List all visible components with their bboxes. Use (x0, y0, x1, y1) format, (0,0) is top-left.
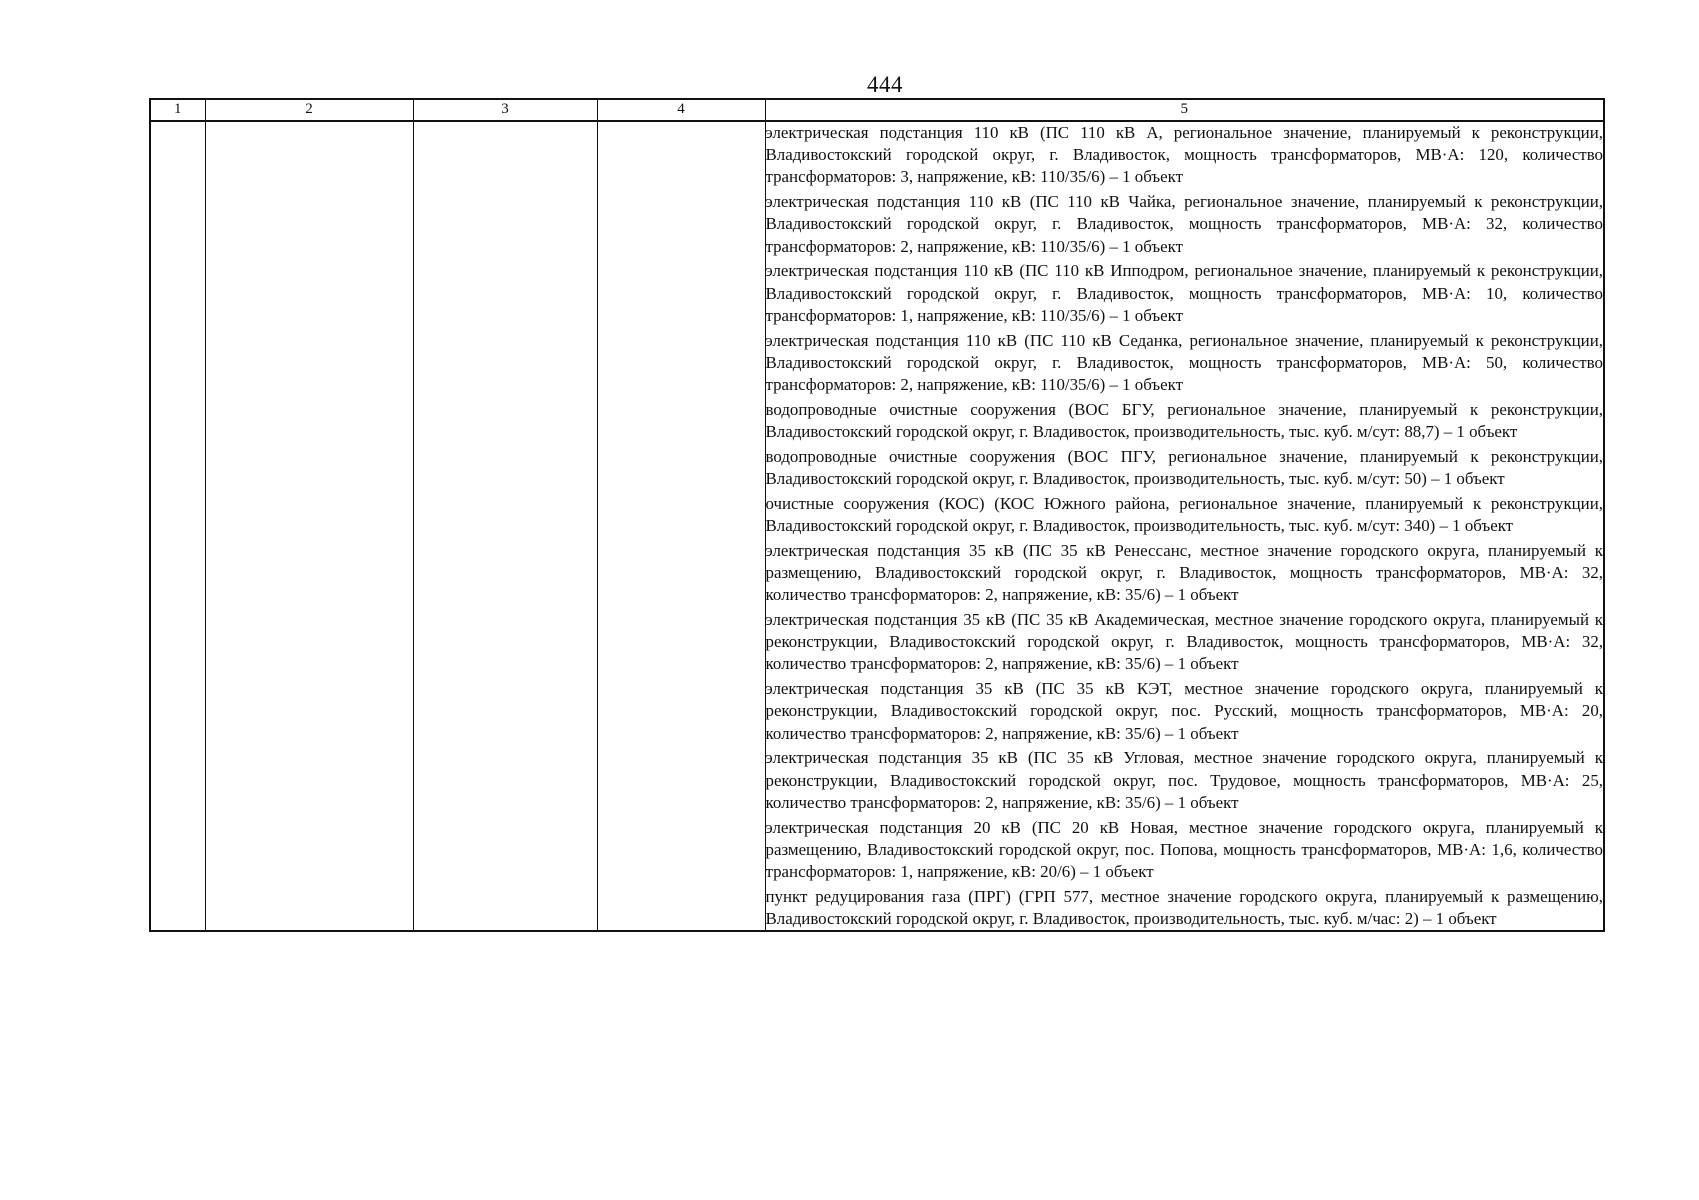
column-header-2: 2 (205, 99, 413, 121)
object-entry: пункт редуцирования газа (ПРГ) (ГРП 577, местное значение городского округа, планируемый к размещению, Владивостокский городской округ, г. Владивосток, производительность, тыс. куб. м/час: 2) – 1 объект (765, 886, 1603, 929)
table-cell-col5 (765, 121, 1604, 931)
table-cell-col2 (205, 121, 413, 931)
object-entry: водопроводные очистные сооружения (ВОС ПГУ, региональное значение, планируемый к реконструкции, Владивостокский городской округ, г. Владивосток, производительность, тыс. куб. м/сут: 50) – 1 объект (765, 446, 1603, 489)
object-entry: электрическая подстанция 110 кВ (ПС 110 кВ Ипподром, региональное значение, планируемый к реконструкции, Владивостокский городской округ, г. Владивосток, мощность трансформаторов, МВ·А: 10, количество трансформаторов: 1, напряжение, кВ: 110/35/6) – 1 объект (765, 261, 1603, 325)
object-entry: водопроводные очистные сооружения (ВОС БГУ, региональное значение, планируемый к реконструкции, Владивостокский городской округ, г. Владивосток, производительность, тыс. куб. м/сут: 88,7) – 1 объект (765, 399, 1603, 442)
column-header-5: 5 (765, 99, 1604, 121)
page-number: 444 (867, 72, 903, 97)
object-entry: электрическая подстанция 35 кВ (ПС 35 кВ КЭТ, местное значение городского округа, планируемый к реконструкции, Владивостокский городской округ, пос. Русский, мощность трансформаторов, МВ·А: 20, количество трансформаторов: 2, напряжение, кВ: 35/6) – 1 объект (765, 679, 1603, 743)
column-header-1: 1 (150, 99, 205, 121)
object-entry: электрическая подстанция 35 кВ (ПС 35 кВ Угловая, местное значение городского округа, планируемый к реконструкции, Владивостокский городской округ, пос. Трудовое, мощность трансформаторов, МВ·А: 25, количество трансформаторов: 2, напряжение, кВ: 35/6) – 1 объект (765, 748, 1603, 812)
table-header-row (150, 99, 1604, 121)
column-header-3: 3 (413, 99, 597, 121)
column-header-4: 4 (597, 99, 765, 121)
object-entry: очистные сооружения (КОС) (КОС Южного района, региональное значение, планируемый к реконструкции, Владивостокский городской округ, г. Владивосток, производительность, тыс. куб. м/сут: 340) – 1 объект (765, 493, 1603, 536)
object-entry: электрическая подстанция 110 кВ (ПС 110 кВ Чайка, региональное значение, планируемый к реконструкции, Владивостокский городской округ, г. Владивосток, мощность трансформаторов, МВ·А: 32, количество трансформаторов: 2, напряжение, кВ: 110/35/6) – 1 объект (765, 192, 1603, 256)
table-cell-col1 (150, 121, 205, 931)
object-entry: электрическая подстанция 20 кВ (ПС 20 кВ Новая, местное значение городского округа, планируемый к размещению, Владивостокский городской округ, пос. Попова, мощность трансформаторов, МВ·А: 1,6, количество трансформаторов: 1, напряжение, кВ: 20/6) – 1 объект (765, 817, 1603, 882)
object-entry: электрическая подстанция 35 кВ (ПС 35 кВ Академическая, местное значение городского округа, планируемый к реконструкции, Владивостокский городской округ, г. Владивосток, мощность трансформаторов, МВ·А: 32, количество трансформаторов: 2, напряжение, кВ: 35/6) – 1 объект (765, 610, 1603, 674)
object-entry: электрическая подстанция 110 кВ (ПС 110 кВ Седанка, региональное значение, планируемый к реконструкции, Владивостокский городской округ, г. Владивосток, мощность трансформаторов, МВ·А: 50, количество трансформаторов: 2, напряжение, кВ: 110/35/6) – 1 объект (765, 330, 1603, 395)
table-cell-col4 (597, 121, 765, 931)
objects-table (149, 98, 1605, 932)
table-cell-col3 (413, 121, 597, 931)
object-entry: электрическая подстанция 110 кВ (ПС 110 кВ А, региональное значение, планируемый к реконструкции, Владивостокский городской округ, г. Владивосток, мощность трансформаторов, МВ·А: 120, количество трансформаторов: 3, напряжение, кВ: 110/35/6) – 1 объект (765, 123, 1603, 187)
object-entry: электрическая подстанция 35 кВ (ПС 35 кВ Ренессанс, местное значение городского округа, планируемый к размещению, Владивостокский городской округ, г. Владивосток, мощность трансформаторов, МВ·А: 32, количество трансформаторов: 2, напряжение, кВ: 35/6) – 1 объект (765, 540, 1603, 605)
table-row (150, 121, 1604, 931)
